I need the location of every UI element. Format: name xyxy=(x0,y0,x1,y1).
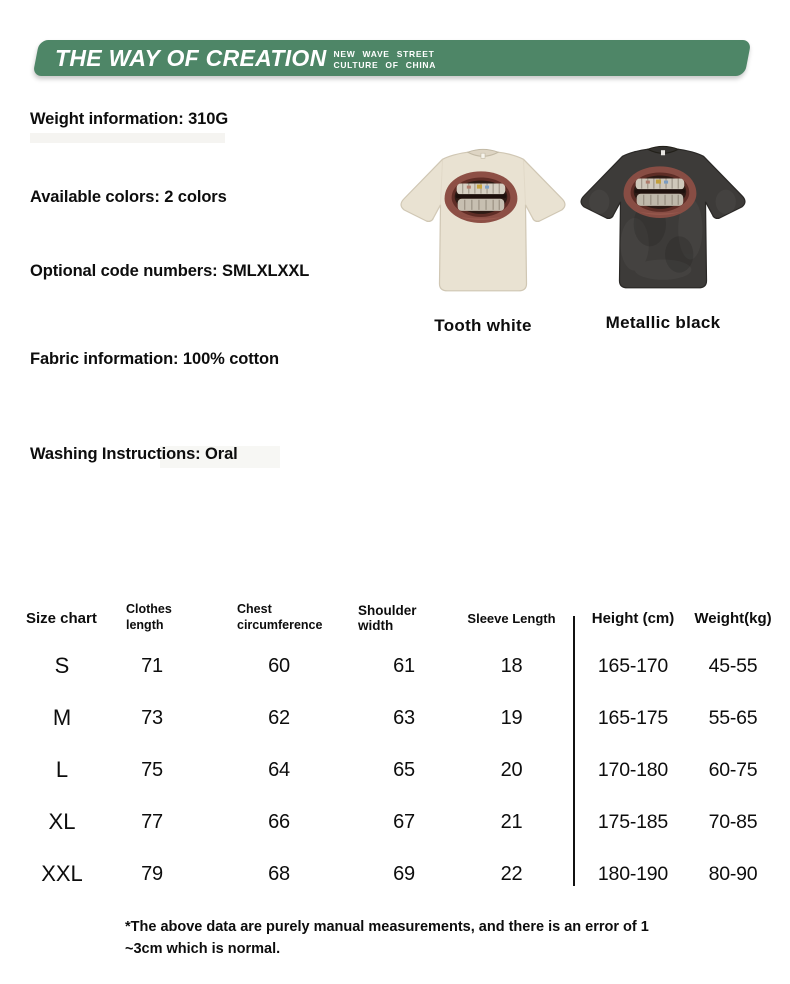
product-metallic-black xyxy=(573,133,753,333)
size-chart-cell: 165-175 xyxy=(597,706,669,729)
info-line-fabric: Fabric information: 100% cotton xyxy=(30,350,280,368)
erased-text-smudge xyxy=(30,133,225,143)
size-chart-header-height: Height (cm) xyxy=(591,609,675,627)
tshirt-white-image xyxy=(393,136,573,306)
size-chart-table xyxy=(20,596,773,900)
footnote-line1: *The above data are purely manual measurements, and there is an error of 1 xyxy=(125,919,649,935)
size-chart-cell: 180-190 xyxy=(597,862,669,885)
footnote-line2: ~3cm which is normal. xyxy=(125,941,281,957)
size-chart-header-sleeve: Sleeve Length xyxy=(467,610,556,626)
size-chart-header-chest: Chest circumference xyxy=(237,602,323,632)
size-chart-row-label: XL xyxy=(48,809,76,834)
size-chart-cell: 60-75 xyxy=(708,758,758,781)
tshirt-black-image xyxy=(573,133,753,303)
size-chart-cell: 64 xyxy=(268,758,290,781)
size-chart-cell: 63 xyxy=(393,706,415,729)
size-chart-cell: 18 xyxy=(500,654,523,677)
size-chart-cell: 21 xyxy=(500,810,523,833)
size-chart-row-label: XXL xyxy=(41,861,83,886)
size-chart-cell: 69 xyxy=(393,862,415,885)
size-chart-cell: 60 xyxy=(268,654,290,677)
brand-subtitle-line2: CULTURE OF CHINA xyxy=(333,59,437,70)
size-chart-header-clothes-length: Clothes length xyxy=(126,602,172,632)
table-column-divider xyxy=(573,616,575,886)
size-chart-cell: 22 xyxy=(500,862,523,885)
size-chart-cell: 66 xyxy=(268,810,290,833)
size-chart-cell: 70-85 xyxy=(708,810,758,833)
size-chart-cell: 73 xyxy=(141,706,163,729)
product-label-metallic-black: Metallic black xyxy=(605,313,721,332)
size-chart-cell: 165-170 xyxy=(597,654,669,677)
size-chart-cell: 55-65 xyxy=(708,706,758,729)
size-chart-cell: 77 xyxy=(141,810,163,833)
info-line-washing: Washing Instructions: Oral xyxy=(30,445,238,463)
info-line-colors: Available colors: 2 colors xyxy=(30,188,227,206)
size-chart-cell: 75 xyxy=(141,758,163,781)
size-chart-cell: 170-180 xyxy=(597,758,669,781)
size-chart-cell: 71 xyxy=(141,654,163,677)
brand-title: THE WAY OF CREATION xyxy=(55,44,327,71)
info-line-weight: Weight information: 310G xyxy=(30,110,229,128)
size-chart-cell: 45-55 xyxy=(708,654,758,677)
banner-content xyxy=(55,40,436,76)
size-chart-cell: 20 xyxy=(500,758,523,781)
size-chart-cell: 62 xyxy=(268,706,290,729)
brand-banner xyxy=(36,40,748,76)
size-chart-cell: 80-90 xyxy=(708,862,758,885)
info-line-codes: Optional code numbers: SMLXLXXL xyxy=(30,262,310,280)
size-chart-cell: 19 xyxy=(500,706,523,729)
measurement-footnote xyxy=(125,916,649,960)
size-chart-header-weight: Weight(kg) xyxy=(694,609,772,627)
size-chart-cell: 175-185 xyxy=(597,810,669,833)
size-chart-cell: 61 xyxy=(393,654,415,677)
size-chart-row-label: M xyxy=(52,705,72,730)
size-chart-cell: 68 xyxy=(268,862,290,885)
product-tooth-white xyxy=(393,136,573,336)
product-label-tooth-white: Tooth white xyxy=(434,316,532,335)
size-chart-row-label: L xyxy=(55,757,69,782)
brand-subtitle-line1: NEW WAVE STREET xyxy=(333,49,435,60)
size-chart-row-label: S xyxy=(54,653,70,678)
size-chart-cell: 79 xyxy=(141,862,163,885)
brand-subtitle xyxy=(333,49,436,69)
size-chart-header-title: Size chart xyxy=(26,609,97,627)
size-chart-cell: 67 xyxy=(393,810,415,833)
size-chart-cell: 65 xyxy=(393,758,415,781)
size-chart-header-shoulder: Shoulder width xyxy=(358,603,417,633)
